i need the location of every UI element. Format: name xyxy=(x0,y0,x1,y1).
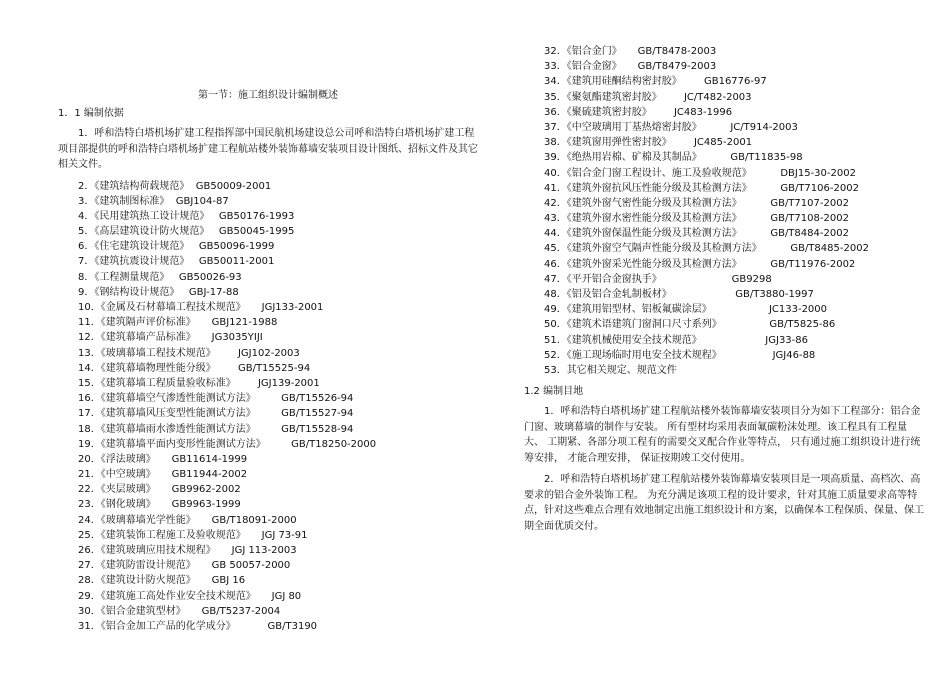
reference-item: 47．《平开铝合金窗执手》 GB9298 xyxy=(544,273,772,285)
reference-item: 49．《建筑用铝型材、铝板氟碳涂层》 JC133-2000 xyxy=(544,304,828,316)
reference-item: 16．《建筑幕墙空气渗透性能测试方法》 GB/T15526-94 xyxy=(78,393,354,405)
reference-item: 18．《建筑幕墙雨水渗透性能测试方法》 GB/T15528-94 xyxy=(78,423,354,435)
reference-item: 35．《聚氨酯建筑密封胶》 JC/T482-2003 xyxy=(544,91,752,103)
reference-item: 17．《建筑幕墙风压变型性能测试方法》 GB/T15527-94 xyxy=(78,408,354,420)
reference-item: 20．《浮法玻璃》 GB11614-1999 xyxy=(78,453,248,465)
reference-item: 10．《金属及石材幕墙工程技术规范》 JGJ133-2001 xyxy=(78,302,324,313)
reference-item: 7．《建筑抗震设计规范》 GB50011-2001 xyxy=(78,256,275,268)
reference-item: 19．《建筑幕墙平面内变形性能测试方法》 GB/T18250-2000 xyxy=(78,438,377,450)
reference-item: 28．《建筑设计防火规范》 GBJ 16 xyxy=(78,575,246,587)
reference-item: 41．《建筑外窗抗风压性能分级及其检测方法》 GB/T7106-2002 xyxy=(544,182,859,194)
reference-item: 15．《建筑幕墙工程质量验收标准》 JGJ139-2001 xyxy=(78,377,320,389)
reference-item: 46．《建筑外窗采光性能分级及其检测方法》 GB/T11976-2002 xyxy=(544,258,856,270)
reference-item: 26．《建筑玻璃应用技术规程》 JGJ 113-2003 xyxy=(78,545,297,556)
reference-item: 25．《建筑装饰工程施工及验收规范》 JGJ 73-91 xyxy=(78,529,308,541)
basis-intro: 1．呼和浩特白塔机场扩建工程指挥部中国民航机场建设总公司呼和浩特白塔机场扩建工程项目部提供的呼和浩特白塔机场扩建工程航站楼外装饰幕墙安装项目设计图纸、招标文件及其它相关文件。 xyxy=(58,128,478,170)
reference-item: 3．《建筑制图标准》 GBJ104-87 xyxy=(78,195,229,207)
catalog-heading: 1.2 编制目地 xyxy=(524,386,584,398)
reference-item: 43．《建筑外窗水密性能分级及其检测方法》 GB/T7108-2002 xyxy=(544,213,849,225)
reference-item: 32．《铝合金门》 GB/T8478-2003 xyxy=(544,46,717,57)
reference-item: 6．《住宅建筑设计规范》 GB50096-1999 xyxy=(78,241,275,253)
reference-item: 52．《施工现场临时用电安全技术规程》 JGJ46-88 xyxy=(544,349,816,361)
reference-item: 5．《高层建筑设计防火规范》 GB50045-1995 xyxy=(78,226,295,238)
reference-item: 48．《铝及铝合金轧制板材》 GB/T3880-1997 xyxy=(544,289,814,300)
reference-item: 50．《建筑术语建筑门窗洞口尺寸系列》 GB/T5825-86 xyxy=(544,319,836,331)
reference-item: 14．《建筑幕墙物理性能分级》 GB/T15525-94 xyxy=(78,362,311,374)
reference-item: 40．《铝合金门窗工程设计、施工及验收规范》 DBJ15-30-2002 xyxy=(544,167,856,179)
reference-item: 42．《建筑外窗气密性能分级及其检测方法》 GB/T7107-2002 xyxy=(544,197,849,209)
reference-item: 22．《夹层玻璃》 GB9962-2002 xyxy=(78,484,241,496)
reference-list-left xyxy=(58,179,478,635)
reference-item: 8．《工程测量规范》 GB50026-93 xyxy=(78,271,242,283)
reference-item: 24．《玻璃幕墙光学性能》 GB/T18091-2000 xyxy=(78,514,297,526)
reference-item: 9．《钢结构设计规范》 GBJ-17-88 xyxy=(78,286,239,298)
right-column xyxy=(524,44,924,534)
reference-item: 31．《铝合金加工产品的化学成分》 GB/T3190 xyxy=(78,620,318,632)
reference-item: 34．《建筑用硅酮结构密封胶》 GB16776-97 xyxy=(544,76,767,88)
reference-list-right xyxy=(524,44,924,378)
reference-item: 39．《绝热用岩棉、矿棉及其制品》 GB/T11835-98 xyxy=(544,152,803,164)
reference-item: 2．《建筑结构荷载规范》 GB50009-2001 xyxy=(78,180,272,192)
reference-item: 21．《中空玻璃》 GB11944-2002 xyxy=(78,469,248,481)
section-title: 第一节：施工组织设计编制概述 xyxy=(198,90,338,101)
reference-item: 45．《建筑外窗空气隔声性能分级及其检测方法》 GB/T8485-2002 xyxy=(544,243,869,255)
reference-item: 38．《建筑窗用弹性密封胶》 JC485-2001 xyxy=(544,137,753,149)
reference-item: 53．其它相关规定、规范文件 xyxy=(544,364,677,376)
catalog-paragraph-2: 2．呼和浩特白塔机场扩建工程航站楼外装饰幕墙安装项目是一项高质量、高档次、高要求的铝合金外装饰工程。 为充分满足该项工程的设计要求，针对其施工质量要求高等特点，针对这些难点合理有效地制定出施工组织设计和方案，以确保本工程保质、保量、保工期全面优质交付。 xyxy=(524,474,924,532)
reference-item: 44．《建筑外窗保温性能分级及其检测方法》 GB/T8484-2002 xyxy=(544,228,849,240)
reference-item: 23．《钢化玻璃》 GB9963-1999 xyxy=(78,499,241,511)
catalog-paragraph-1: 1．呼和浩特白塔机场扩建工程航站楼外装饰幕墙安装项目分为如下工程部分：铝合金门窗、玻璃幕墙的制作与安装。 所有型材均采用表面氟碳粉沫处理。该工程具有工程量大、 工期紧、各部分项工程有的需要交叉配合作业等特点， 只有通过施工组织设计进行统筹安排， 才能合理安排， 保证按期竣工交付使用。 xyxy=(524,406,921,464)
reference-item: 30．《铝合金建筑型材》 GB/T5237-2004 xyxy=(78,605,281,617)
reference-item: 33．《铝合金窗》 GB/T8479-2003 xyxy=(544,61,717,73)
reference-item: 29．《建筑施工高处作业安全技术规范》 JGJ 80 xyxy=(78,590,302,602)
reference-item: 36．《聚硫建筑密封胶》 JC483-1996 xyxy=(544,106,733,118)
reference-item: 27．《建筑防雷设计规范》 GB 50057-2000 xyxy=(78,560,291,572)
basis-heading: 1．1 编制依据 xyxy=(58,108,124,119)
reference-item: 51．《建筑机械使用安全技术规范》 JGJ33-86 xyxy=(544,334,809,346)
left-column xyxy=(58,88,478,634)
reference-item: 4．《民用建筑热工设计规范》 GB50176-1993 xyxy=(78,210,295,222)
reference-item: 37．《中空玻璃用丁基热熔密封胶》 JC/T914-2003 xyxy=(544,121,798,133)
reference-item: 12．《建筑幕墙产品标准》 JG3035YIJI xyxy=(78,332,263,344)
reference-item: 13．《玻璃幕墙工程技术规范》 JGJ102-2003 xyxy=(78,347,300,359)
reference-item: 11．《建筑隔声评价标准》 GBJ121-1988 xyxy=(78,317,278,329)
